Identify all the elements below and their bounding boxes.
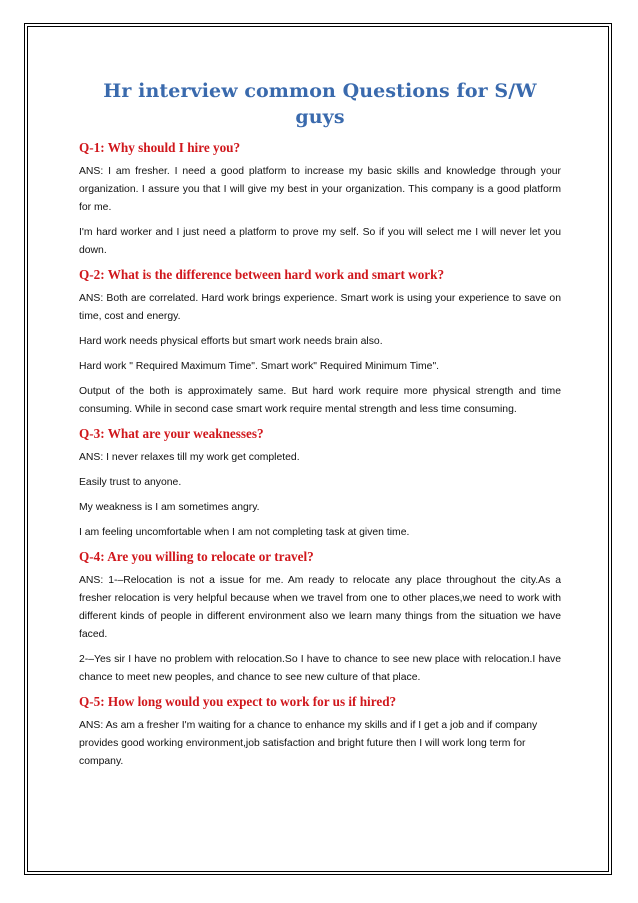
answer-paragraph: I am feeling uncomfortable when I am not completing task at given time. xyxy=(79,527,410,538)
qa-section-2 xyxy=(79,267,561,419)
answer-paragraph: Easily trust to anyone. xyxy=(79,477,182,488)
document-body xyxy=(79,78,561,778)
answer-paragraph: I'm hard worker and I just need a platform to prove my self. So if you will select me I will never let you down. xyxy=(79,227,561,256)
question-heading-5: Q-5: How long would you expect to work for us if hired? xyxy=(79,694,397,709)
qa-section-5 xyxy=(79,694,561,771)
answer-paragraph: Hard work needs physical efforts but smart work needs brain also. xyxy=(79,336,383,347)
qa-section-4 xyxy=(79,549,561,687)
qa-section-3 xyxy=(79,426,561,542)
answer-paragraph: ANS: I am fresher. I need a good platform to increase my basic skills and knowledge through your organization. I assure you that I will give my best in your organization. This company is a good platform for me. xyxy=(79,166,561,213)
answer-paragraph: My weakness is I am sometimes angry. xyxy=(79,502,260,513)
qa-section-1 xyxy=(79,140,561,260)
answer-paragraph: ANS: I never relaxes till my work get completed. xyxy=(79,452,300,463)
answer-paragraph: Hard work " Required Maximum Time". Smart work" Required Minimum Time". xyxy=(79,361,440,372)
question-heading-2: Q-2: What is the difference between hard work and smart work? xyxy=(79,267,445,282)
question-heading-1: Q-1: Why should I hire you? xyxy=(79,140,241,155)
answer-paragraph: ANS: Both are correlated. Hard work brings experience. Smart work is using your experience to save on time, cost and energy. xyxy=(79,293,561,322)
answer-paragraph: ANS: 1-–Relocation is not a issue for me. Am ready to relocate any place throughout the city.As a fresher relocation is very helpful because when we travel from one to other places,we need to work with different kinds of people in different environment also we learn many things from the situation we have faced. xyxy=(79,575,561,640)
answer-paragraph: ANS: As am a fresher I'm waiting for a chance to enhance my skills and if I get a job and if company provides good working environment,job satisfaction and bright future then I will work long term for company. xyxy=(79,720,538,767)
answer-paragraph: Output of the both is approximately same. But hard work require more physical strength and time consuming. While in second case smart work require mental strength and less time consuming. xyxy=(79,386,561,415)
document-title: Hr interview common Questions for S/W guys xyxy=(103,80,537,128)
question-heading-4: Q-4: Are you willing to relocate or travel? xyxy=(79,549,314,564)
answer-paragraph: 2-–Yes sir I have no problem with relocation.So I have to chance to see new place with relocation.I have chance to meet new peoples, and chance to see new culture of that place. xyxy=(79,654,561,683)
question-heading-3: Q-3: What are your weaknesses? xyxy=(79,426,264,441)
